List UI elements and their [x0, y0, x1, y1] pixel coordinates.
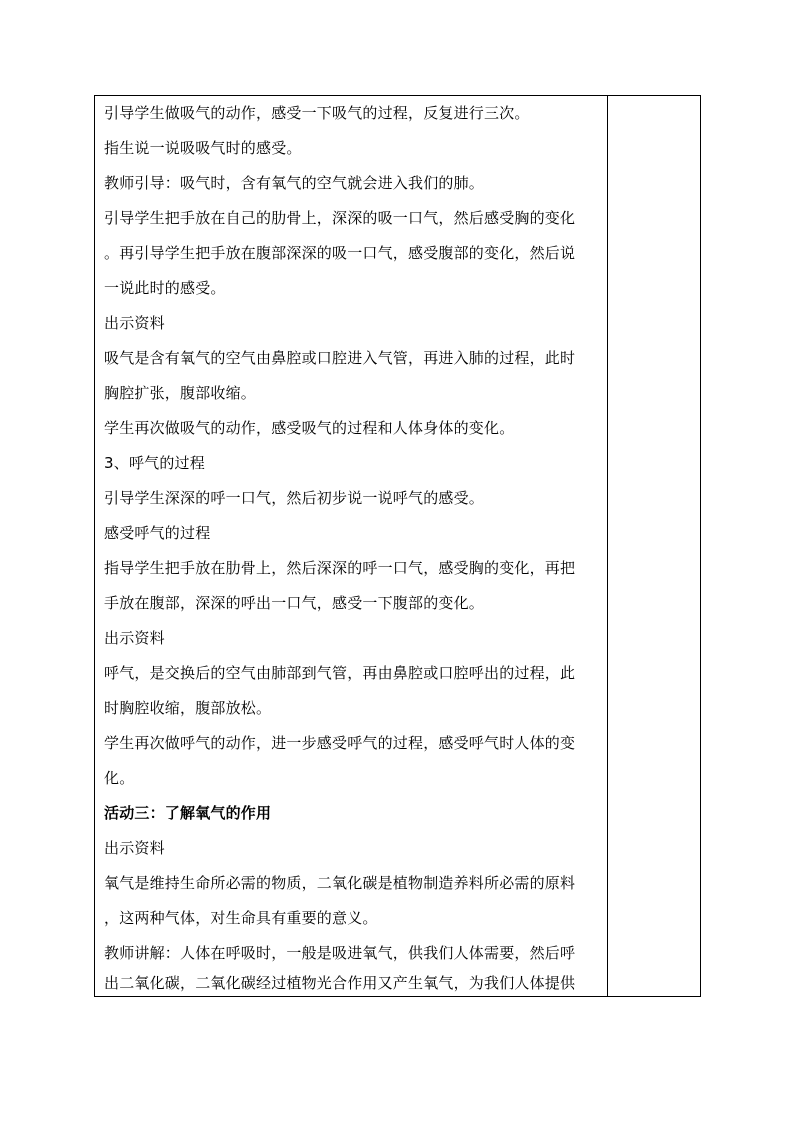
lesson-content-cell [95, 96, 608, 996]
activity-heading: 活动三：了解氧气的作用 [104, 804, 272, 822]
text-line: 吸气是含有氧气的空气由鼻腔或口腔进入气管，再进入肺的过程，此时 [104, 349, 576, 367]
text-line: 氧气是维持生命所必需的物质，二氧化碳是植物制造养料所必需的原料 [104, 874, 576, 892]
text-line: 呼气，是交换后的空气由肺部到气管，再由鼻腔或口腔呼出的过程，此 [104, 664, 576, 682]
text-line: 出示资料 [104, 629, 165, 647]
text-line: 感受呼气的过程 [104, 524, 211, 542]
text-line: 教师讲解：人体在呼吸时，一般是吸进氧气，供我们人体需要，然后呼 [104, 944, 576, 962]
text-line: 胸腔扩张，腹部收缩。 [104, 384, 257, 402]
text-line: 出二氧化碳，二氧化碳经过植物光合作用又产生氧气，为我们人体提供 [104, 974, 576, 992]
text-line: 出示资料 [104, 839, 165, 857]
text-line: 学生再次做呼气的动作，进一步感受呼气的过程，感受呼气时人体的变 [104, 734, 576, 752]
text-line: 出示资料 [104, 314, 165, 332]
text-line: 引导学生把手放在自己的肋骨上，深深的吸一口气，然后感受胸的变化 [104, 209, 576, 227]
text-line: 引导学生做吸气的动作，感受一下吸气的过程，反复进行三次。 [104, 104, 530, 122]
text-line: 教师引导：吸气时，含有氧气的空气就会进入我们的肺。 [104, 174, 485, 192]
text-line: 学生再次做吸气的动作，感受吸气的过程和人体身体的变化。 [104, 419, 515, 437]
text-line: 。再引导学生把手放在腹部深深的吸一口气，感受腹部的变化，然后说 [104, 244, 576, 262]
section-heading: 3、呼气的过程 [104, 454, 205, 472]
text-line: 指导学生把手放在肋骨上，然后深深的呼一口气，感受胸的变化，再把 [104, 559, 576, 577]
text-line: 引导学生深深的呼一口气，然后初步说一说呼气的感受。 [104, 489, 485, 507]
notes-cell [608, 96, 700, 996]
text-line: 化。 [104, 769, 135, 787]
text-line: 一说此时的感受。 [104, 279, 226, 297]
text-line: 手放在腹部，深深的呼出一口气，感受一下腹部的变化。 [104, 594, 485, 612]
text-line: 时胸腔收缩，腹部放松。 [104, 699, 272, 717]
text-line: 指生说一说吸吸气时的感受。 [104, 139, 302, 157]
lesson-table [94, 95, 701, 997]
text-line: ，这两种气体，对生命具有重要的意义。 [104, 909, 378, 927]
